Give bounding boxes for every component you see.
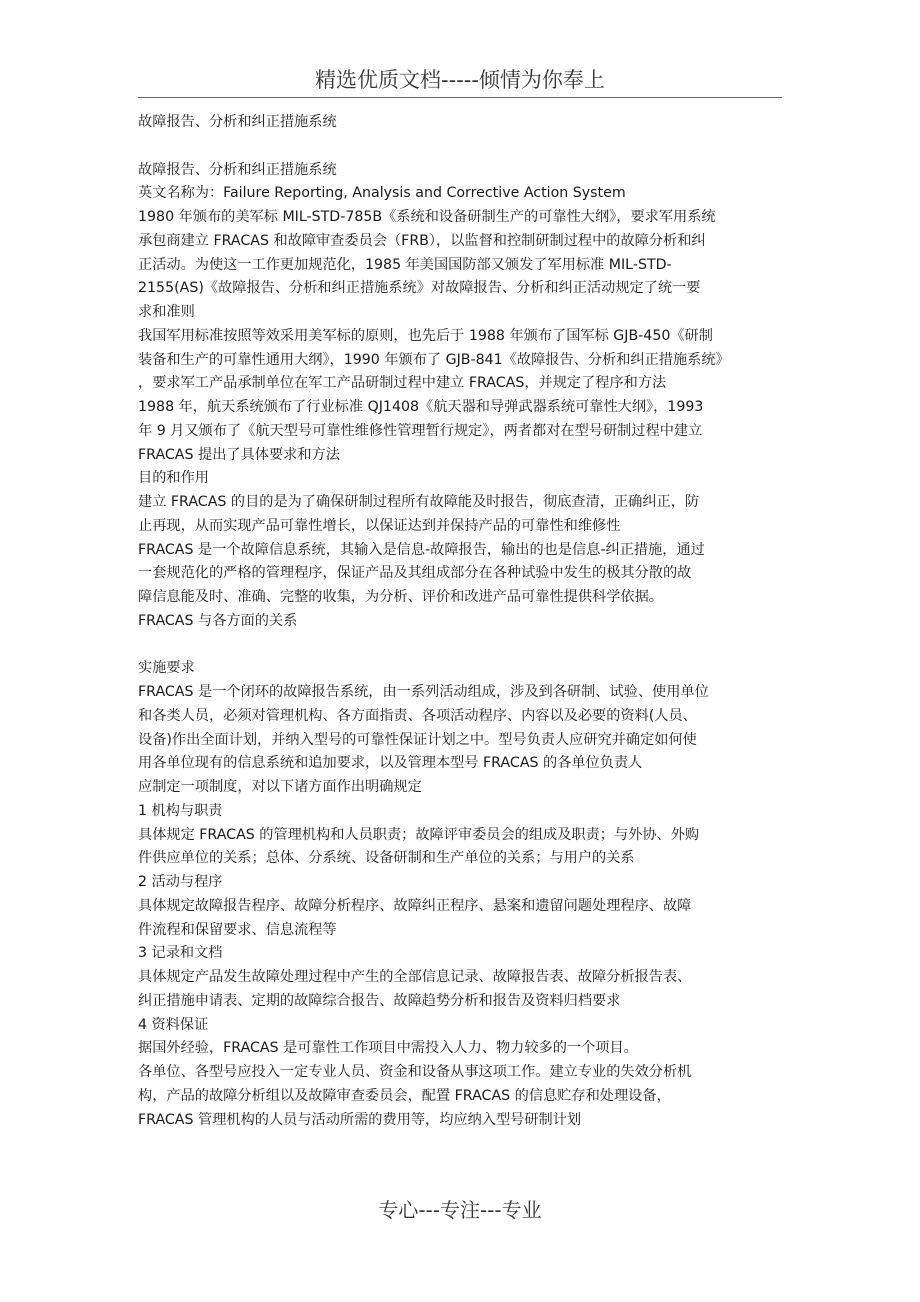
text-line: 设备)作出全面计划，并纳入型号的可靠性保证计划之中。型号负责人应研究并确定如何使 <box>138 731 697 748</box>
text-line: 2155(AS)《故障报告、分析和纠正措施系统》对故障报告、分析和纠正活动规定了统一要 <box>138 280 701 297</box>
text-line: FRACAS 是一个闭环的故障报告系统，由一系列活动组成，涉及到各研制、试验、使用单位 <box>138 684 709 700</box>
document-body <box>138 111 798 1132</box>
text-line: 构，产品的故障分析组以及故障审查委员会，配置 FRACAS 的信息贮存和处理设备， <box>138 1087 671 1104</box>
text-line: 具体规定产品发生故障处理过程中产生的全部信息记录、故障报告表、故障分析报告表、 <box>138 969 692 985</box>
text-line: FRACAS 与各方面的关系 <box>138 612 298 629</box>
text-line: 件供应单位的关系；总体、分系统、设备研制和生产单位的关系；与用户的关系 <box>138 850 635 867</box>
text-line: 故障报告、分析和纠正措施系统 <box>138 114 337 130</box>
text-line: 4 资料保证 <box>138 1016 209 1033</box>
text-line: 止再现，从而实现产品可靠性增长，以保证达到并保持产品的可靠性和维修性 <box>138 517 621 534</box>
blank-line <box>138 135 798 159</box>
page-header-title: 精选优质文档-----倾情为你奉上 <box>315 68 605 92</box>
text-line: 求和准则 <box>138 304 195 320</box>
text-line: 故障报告、分析和纠正措施系统 <box>138 161 337 178</box>
text-line: 1988 年，航天系统颁布了行业标准 QJ1408《航天器和导弹武器系统可靠性大纲》，1993 <box>138 399 704 415</box>
text-line: 我国军用标准按照等效采用美军标的原则，也先后于 1988 年颁布了国军标 GJB-450《研制 <box>138 327 713 344</box>
text-line: 件流程和保留要求、信息流程等 <box>138 921 337 938</box>
text-line: 具体规定故障报告程序、故障分析程序、故障纠正程序、悬案和遗留问题处理程序、故障 <box>138 897 692 914</box>
blank-line <box>138 634 798 658</box>
text-line: 用各单位现有的信息系统和追加要求，以及管理本型号 FRACAS 的各单位负责人 <box>138 755 643 772</box>
text-line: 和各类人员，必须对管理机构、各方面指责、各项活动程序、内容以及必要的资料(人员、 <box>138 707 697 724</box>
text-line: FRACAS 是一个故障信息系统，其输入是信息-故障报告，输出的也是信息-纠正措施，通过 <box>138 541 705 558</box>
text-line: 承包商建立 FRACAS 和故障审查委员会（FRB），以监督和控制研制过程中的故障分析和纠 <box>138 232 706 249</box>
text-line: 纠正措施申请表、定期的故障综合报告、故障趋势分析和报告及资料归档要求 <box>138 992 621 1009</box>
text-line: 1 机构与职责 <box>138 802 223 819</box>
text-line: 据国外经验，FRACAS 是可靠性工作项目中需投入人力、物力较多的一个项目。 <box>138 1040 638 1057</box>
text-line: FRACAS 提出了具体要求和方法 <box>138 446 340 463</box>
text-line: FRACAS 管理机构的人员与活动所需的费用等，均应纳入型号研制计划 <box>138 1111 582 1128</box>
text-line: ，要求军工产品承制单位在军工产品研制过程中建立 FRACAS，并规定了程序和方法 <box>138 375 667 392</box>
text-line: 年 9 月又颁布了《航天型号可靠性维修性管理暂行规定》，两者都对在型号研制过程中建立 <box>138 422 703 439</box>
text-line: 具体规定 FRACAS 的管理机构和人员职责；故障评审委员会的组成及职责；与外协、外购 <box>138 826 700 843</box>
text-line: 1980 年颁布的美军标 MIL-STD-785B《系统和设备研制生产的可靠性大纲》，要求军用系统 <box>138 209 716 225</box>
text-line: 一套规范化的严格的管理程序，保证产品及其组成部分在各种试验中发生的极其分散的故 <box>138 565 692 582</box>
text-line: 应制定一项制度，对以下诸方面作出明确规定 <box>138 779 422 795</box>
text-line: 装备和生产的可靠性通用大纲》，1990 年颁布了 GJB-841《故障报告、分析和纠正措施系统》 <box>138 351 730 368</box>
text-line: 障信息能及时、准确、完整的收集，为分析、评价和改进产品可靠性提供科学依据。 <box>138 589 663 605</box>
text-line: 英文名称为：Failure Reporting, Analysis and Corrective Action System <box>138 185 626 202</box>
text-line: 正活动。为使这一工作更加规范化，1985 年美国国防部又颁发了军用标准 MIL-STD- <box>138 256 672 273</box>
text-line: 3 记录和文档 <box>138 945 223 962</box>
header-divider <box>138 97 782 98</box>
text-line: 目的和作用 <box>138 470 209 487</box>
page-footer: 专心---专注---专业 <box>378 1198 542 1222</box>
text-line: 各单位、各型号应投入一定专业人员、资金和设备从事这项工作。建立专业的失效分析机 <box>138 1064 692 1080</box>
text-line: 建立 FRACAS 的目的是为了确保研制过程所有故障能及时报告，彻底查清，正确纠正，防 <box>138 494 700 510</box>
text-line: 实施要求 <box>138 660 195 677</box>
text-line: 2 活动与程序 <box>138 874 223 890</box>
